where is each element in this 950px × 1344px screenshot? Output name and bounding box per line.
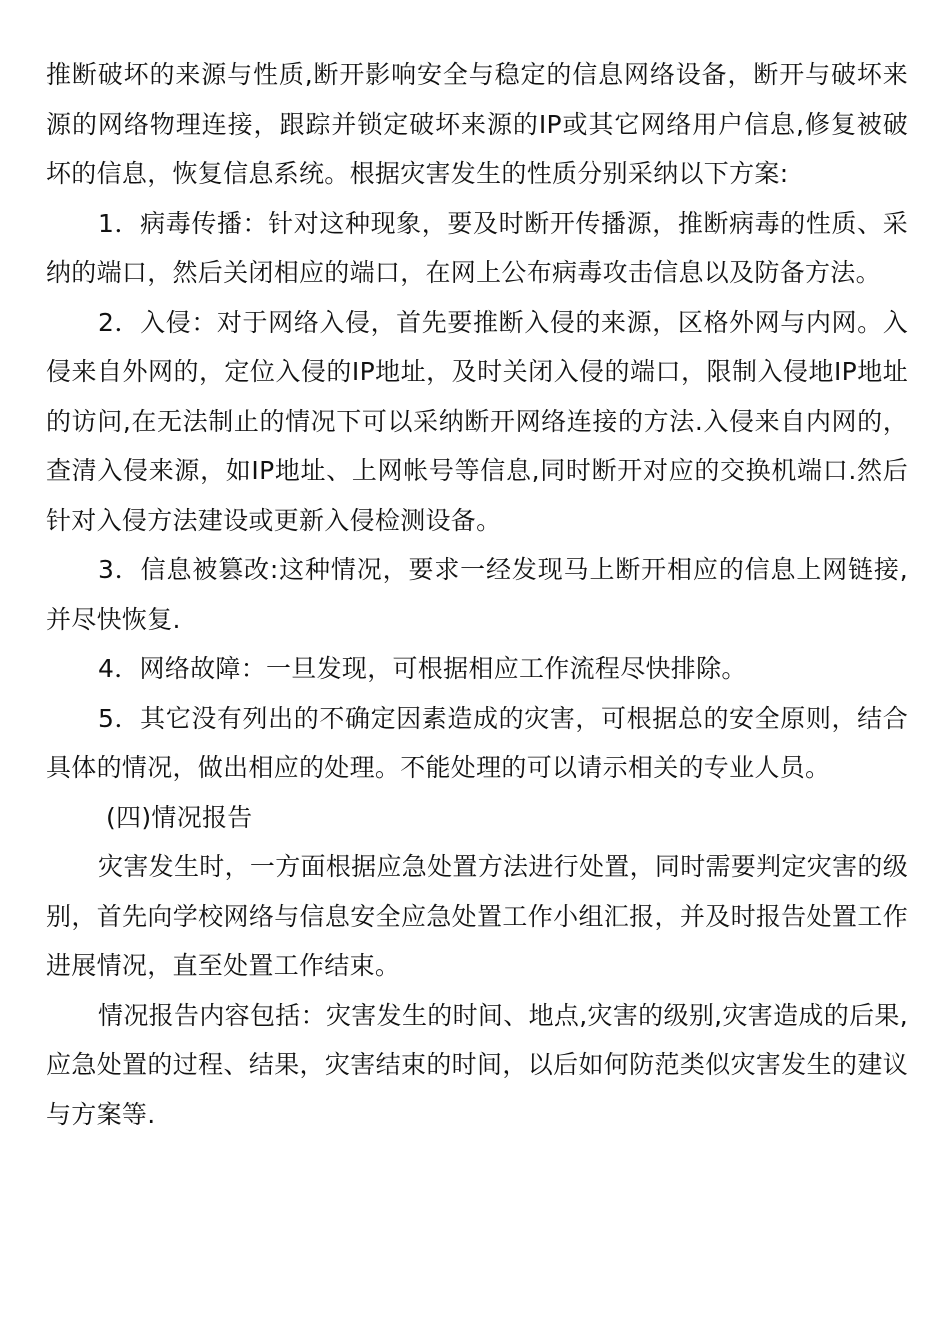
list-item-virus-spread: 1．病毒传播：针对这种现象，要及时断开传播源，推断病毒的性质、采纳的端口，然后关闭相应的端口，在网上公布病毒攻击信息以及防备方法。 [46,208,908,287]
section-heading-situation-report: (四)情况报告 [106,802,253,832]
document-page [46,50,908,1139]
list-item-other-disasters: 5．其它没有列出的不确定因素造成的灾害，可根据总的安全原则，结合具体的情况，做出相应的处理。不能处理的可以请示相关的专业人员。 [46,703,908,782]
intro-paragraph: 推断破坏的来源与性质,断开影响安全与稳定的信息网络设备，断开与破坏来源的网络物理连接，跟踪并锁定破坏来源的IP或其它网络用户信息,修复被破坏的信息，恢复信息系统。根据灾害发生的性质分别采纳以下方案: [46,60,908,188]
list-item-network-failure: 4．网络故障：一旦发现，可根据相应工作流程尽快排除。 [98,654,747,683]
report-paragraph-contents: 情况报告内容包括：灾害发生的时间、地点,灾害的级别,灾害造成的后果,应急处置的过程、结果，灾害结束的时间，以后如何防范类似灾害发生的建议与方案等. [46,1000,908,1129]
list-item-info-tampered: 3．信息被篡改:这种情况，要求一经发现马上断开相应的信息上网链接,并尽快恢复. [46,555,908,634]
list-item-intrusion: 2．入侵：对于网络入侵，首先要推断入侵的来源，区格外网与内网。入侵来自外网的，定位入侵的IP地址，及时关闭入侵的端口，限制入侵地IP地址的访问,在无法制止的情况下可以采纳断开网络连接的方法.入侵来自内网的，查清入侵来源，如IP地址、上网帐号等信息,同时断开对应的交换机端口.然后针对入侵方法建设或更新入侵检测设备。 [46,307,908,535]
report-paragraph-process: 灾害发生时，一方面根据应急处置方法进行处置，同时需要判定灾害的级别，首先向学校网络与信息安全应急处置工作小组汇报，并及时报告处置工作进展情况，直至处置工作结束。 [46,852,908,980]
